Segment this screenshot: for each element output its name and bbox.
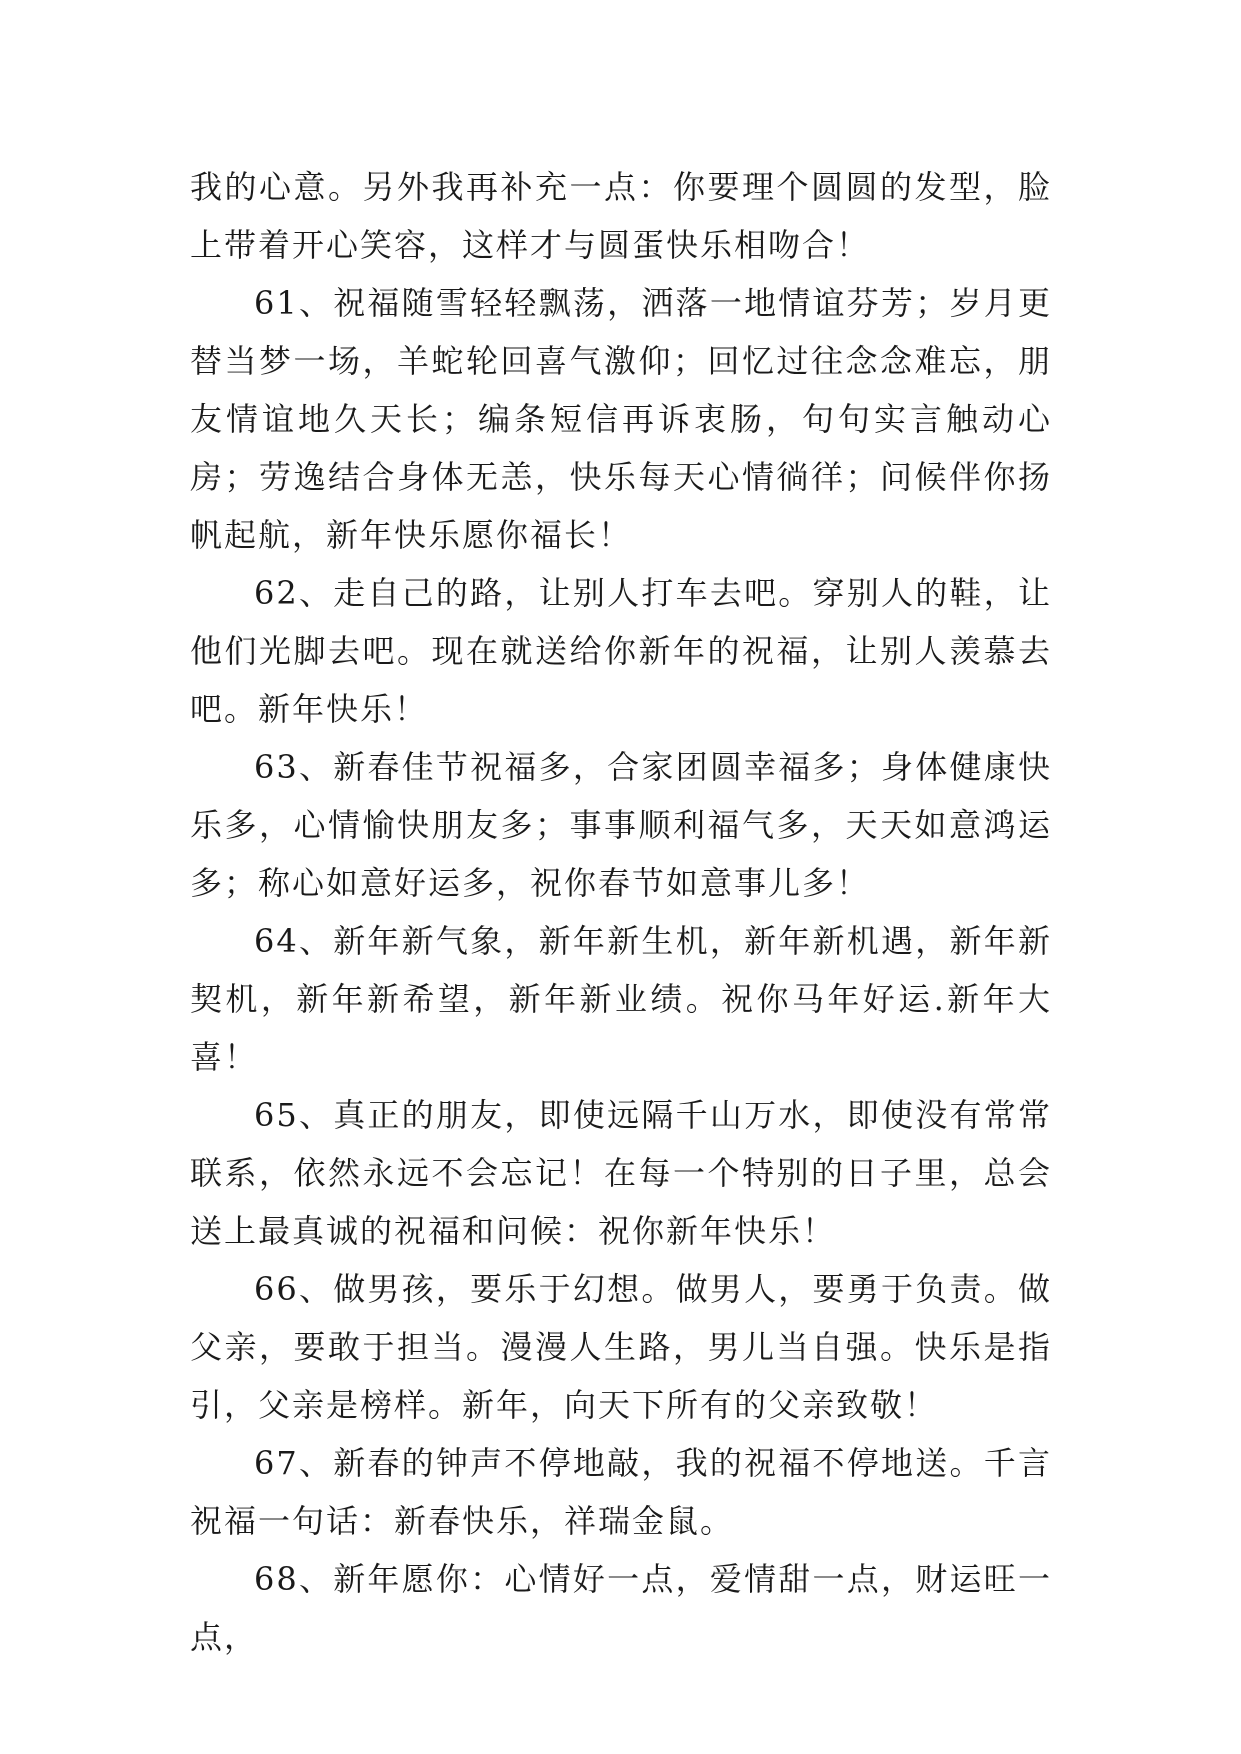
document-body [190, 158, 1052, 1666]
paragraph-65: 65、真正的朋友，即使远隔千山万水，即使没有常常联系，依然永远不会忘记！在每一个特别的日子里，总会送上最真诚的祝福和问候：祝你新年快乐！ [190, 1096, 1052, 1250]
paragraph-66: 66、做男孩，要乐于幻想。做男人，要勇于负责。做父亲，要敢于担当。漫漫人生路，男儿当自强。快乐是指引，父亲是榜样。新年，向天下所有的父亲致敬！ [190, 1270, 1052, 1424]
paragraph-61: 61、祝福随雪轻轻飘荡，洒落一地情谊芬芳；岁月更替当梦一场，羊蛇轮回喜气激仰；回忆过往念念难忘，朋友情谊地久天长；编条短信再诉衷肠，句句实言触动心房；劳逸结合身体无恙，快乐每天心情徜徉；问候伴你扬帆起航，新年快乐愿你福长！ [190, 284, 1052, 554]
paragraph-68: 68、新年愿你：心情好一点，爱情甜一点，财运旺一点， [190, 1560, 1052, 1656]
paragraph-67: 67、新春的钟声不停地敲，我的祝福不停地送。千言祝福一句话：新春快乐，祥瑞金鼠。 [190, 1444, 1052, 1540]
paragraph-62: 62、走自己的路，让别人打车去吧。穿别人的鞋，让他们光脚去吧。现在就送给你新年的祝福，让别人羡慕去吧。新年快乐！ [190, 574, 1052, 728]
paragraph-continued: 我的心意。另外我再补充一点：你要理个圆圆的发型，脸上带着开心笑容，这样才与圆蛋快乐相吻合！ [190, 168, 1052, 264]
paragraph-63: 63、新春佳节祝福多，合家团圆幸福多；身体健康快乐多，心情愉快朋友多；事事顺利福气多，天天如意鸿运多；称心如意好运多，祝你春节如意事儿多！ [190, 748, 1052, 902]
paragraph-64: 64、新年新气象，新年新生机，新年新机遇，新年新契机，新年新希望，新年新业绩。祝你马年好运.新年大喜！ [190, 922, 1052, 1076]
